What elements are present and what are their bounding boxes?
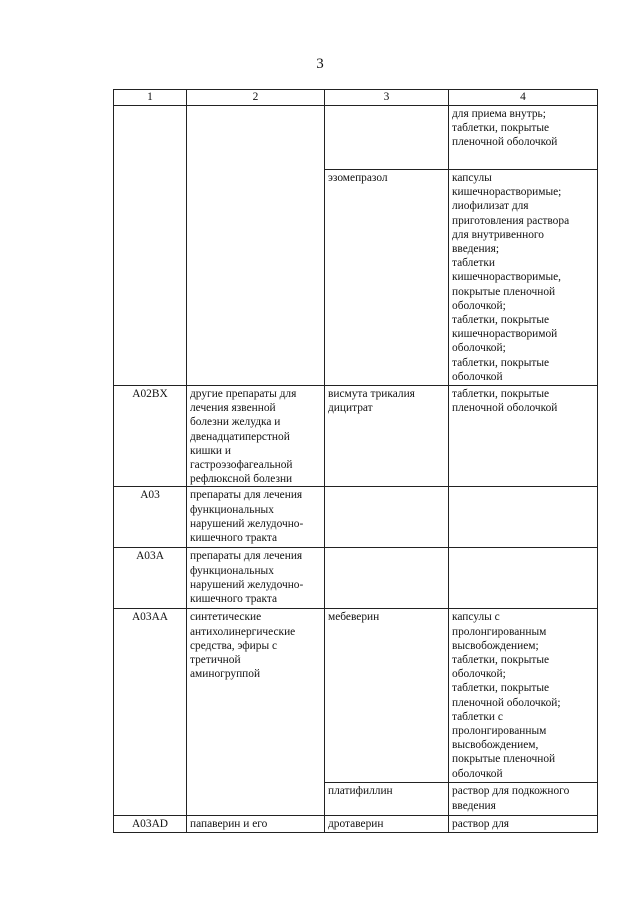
group-name-cell: препараты для лечения функциональных нарушений желудочно- кишечного тракта [187, 548, 325, 609]
atc-code-cell: A03A [114, 548, 187, 609]
drug-name-cell: дротаверин [325, 816, 449, 833]
table-row [114, 816, 598, 833]
drug-name-cell: мебеверин [325, 609, 449, 783]
group-name-cell: синтетические антихолинергические средства, эфиры с третичной аминогруппой [187, 609, 325, 816]
page-number: 3 [316, 56, 324, 72]
atc-code-cell: A02BX [114, 386, 187, 487]
table-row [114, 548, 598, 609]
atc-code-cell [114, 106, 187, 386]
column-header-4: 4 [449, 90, 598, 106]
group-name-cell: папаверин и его [187, 816, 325, 833]
drug-name-cell: эзомепразол [325, 170, 449, 386]
dosage-form-cell: раствор для [449, 816, 598, 833]
drug-table [113, 89, 598, 833]
table-row [114, 609, 598, 783]
dosage-form-cell: раствор для подкожного введения [449, 783, 598, 816]
group-name-cell: препараты для лечения функциональных нарушений желудочно- кишечного тракта [187, 487, 325, 548]
atc-code-cell: A03 [114, 487, 187, 548]
column-header-1: 1 [114, 90, 187, 106]
table-row [114, 487, 598, 548]
atc-code-cell: A03AA [114, 609, 187, 816]
column-header-3: 3 [325, 90, 449, 106]
table-row [114, 106, 598, 170]
dosage-form-cell [449, 548, 598, 609]
drug-name-cell: висмута трикалия дицитрат [325, 386, 449, 487]
group-name-cell [187, 106, 325, 386]
drug-name-cell [325, 487, 449, 548]
table-row [114, 386, 598, 487]
dosage-form-cell: капсулы кишечнорастворимые; лиофилизат для приготовления раствора для внутривенного введения; таблетки кишечнорастворимые, покрытые пленочной оболочкой; таблетки, покрытые кишечнорастворимой оболочкой; таблетки, покрытые оболочкой [449, 170, 598, 386]
drug-name-cell [325, 106, 449, 170]
dosage-form-cell: для приема внутрь; таблетки, покрытые пленочной оболочкой [449, 106, 598, 170]
dosage-form-cell: таблетки, покрытые пленочной оболочкой [449, 386, 598, 487]
dosage-form-cell [449, 487, 598, 548]
group-name-cell: другие препараты для лечения язвенной болезни желудка и двенадцатиперстной кишки и гастроэзофагеальной рефлюксной болезни [187, 386, 325, 487]
drug-name-cell [325, 548, 449, 609]
dosage-form-cell: капсулы с пролонгированным высвобождением; таблетки, покрытые оболочкой; таблетки, покрытые пленочной оболочкой; таблетки с пролонгированным высвобождением, покрытые пленочной оболочкой [449, 609, 598, 783]
drug-name-cell: платифиллин [325, 783, 449, 816]
column-header-2: 2 [187, 90, 325, 106]
table-header-row [114, 90, 598, 106]
atc-code-cell: A03AD [114, 816, 187, 833]
